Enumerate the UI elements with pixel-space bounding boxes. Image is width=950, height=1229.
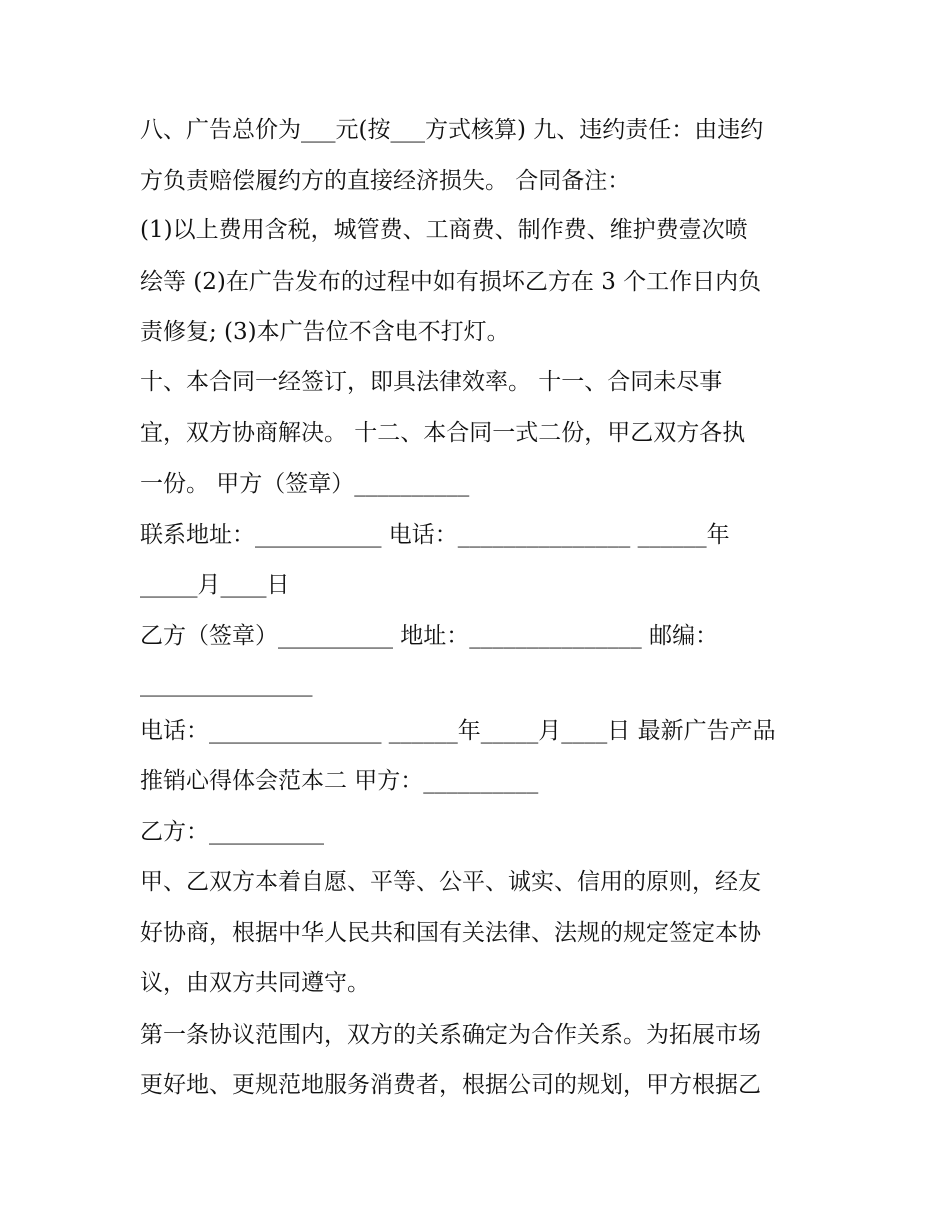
text-line: 责修复; (3)本广告位不含电不打灯。 xyxy=(140,319,510,345)
text-line: 八、广告总价为___元(按___方式核算) 九、违约责任：由违约 xyxy=(140,117,764,143)
text-line: 乙方：__________ xyxy=(140,819,324,845)
text-line: 联系地址：___________ 电话：_______________ ______年 xyxy=(140,522,730,548)
text-line: 电话：_______________ ______年_____月____日 最新广告产品 xyxy=(140,718,776,744)
text-line: 更好地、更规范地服务消费者，根据公司的规划，甲方根据乙 xyxy=(140,1072,761,1098)
text-line: 一份。 甲方（签章）__________ xyxy=(140,471,470,497)
text-line: (1)以上费用含税，城管费、工商费、制作费、维护费壹次喷 xyxy=(140,217,748,243)
text-line: 第一条协议范围内，双方的关系确定为合作关系。为拓展市场 xyxy=(140,1022,761,1048)
text-line: 方负责赔偿履约方的直接经济损失。 合同备注： xyxy=(140,168,631,194)
text-line: 好协商，根据中华人民共和国有关法律、法规的规定签定本协 xyxy=(140,920,761,946)
text-line: 甲、乙双方本着自愿、平等、公平、诚实、信用的原则，经友 xyxy=(140,869,761,895)
text-line: _____月____日 xyxy=(140,572,290,598)
text-line: 推销心得体会范本二 甲方：__________ xyxy=(140,768,539,794)
text-line: 十、本合同一经签订，即具法律效率。 十一、合同未尽事 xyxy=(140,369,723,395)
text-line: _______________ xyxy=(140,671,313,697)
text-line: 绘等 (2)在广告发布的过程中如有损坏乙方在 3 个工作日内负 xyxy=(140,269,762,295)
text-line: 议，由双方共同遵守。 xyxy=(140,970,370,996)
text-line: 宜，双方协商解决。 十二、本合同一式二份，甲乙双方各执 xyxy=(140,420,746,446)
text-line: 乙方（签章）__________ 地址：_______________ 邮编： xyxy=(140,623,719,649)
